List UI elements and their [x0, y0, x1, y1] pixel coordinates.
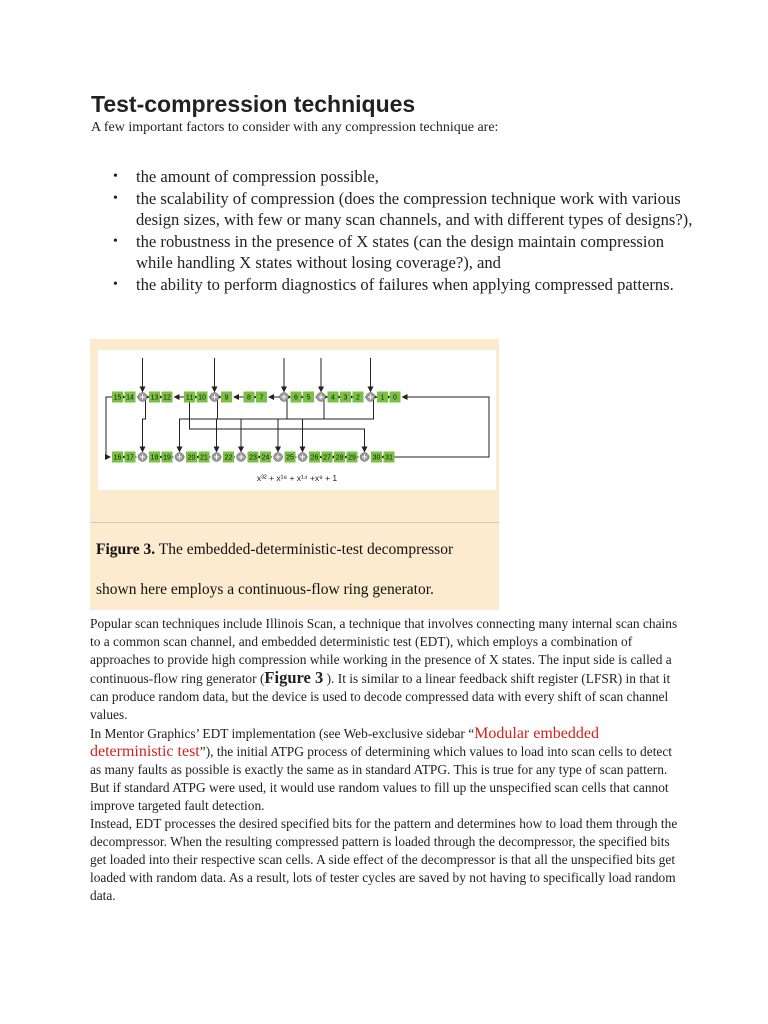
figure-reference: Figure 3 — [264, 668, 324, 688]
wire — [393, 394, 490, 457]
ring-generator-diagram — [98, 350, 496, 490]
cell-label: 26 — [310, 454, 319, 462]
paragraph-text: ”), the initial ATPG process of determining which values to load into scan cells to detect as many faults as possible is exactly the same as in standard ATPG. This is true for any type of scan pattern. But if standard ATPG were used, it would use random values to fill up the unspecified scan cells that cannot improve targeted fault detection. — [90, 743, 673, 813]
wire — [278, 399, 374, 452]
wire — [190, 403, 365, 452]
cell-label: 17 — [126, 454, 134, 462]
cell-label: 4 — [331, 394, 335, 402]
cell-label: 2 — [356, 394, 360, 402]
cell-label: 22 — [224, 454, 233, 462]
cell-label: 15 — [113, 394, 122, 402]
cell-label: 14 — [126, 394, 134, 402]
cell-label: 9 — [224, 394, 229, 402]
list-item: • the scalability of compression (does the compression technique work with various design sizes, with few or many scan channels, and with different types of designs?), — [136, 188, 696, 231]
cell-label: 18 — [150, 454, 159, 462]
cell-label: 21 — [200, 454, 208, 462]
list-item: • the robustness in the presence of X states (can the design maintain compression while handling X states without losing coverage?), and — [136, 231, 696, 274]
paragraph: Instead, EDT processes the desired specified bits for the pattern and determines how to load them through the decompressor. When the resulting compressed pattern is loaded through the decompressor, the specified bits get loaded into their respective scan cells. A side effect of the decompressor is that all the unspecified bits get loaded with random data. As a result, lots of tester cycles are saved by not having to specifically load random data. — [90, 816, 678, 904]
diagram-wires — [106, 358, 489, 457]
body-text — [90, 615, 680, 906]
cell-label: 28 — [335, 454, 344, 462]
cell-label: 10 — [198, 394, 206, 402]
cell-label: 24 — [261, 454, 270, 462]
cell-label: 23 — [249, 454, 257, 462]
cell-label: 1 — [380, 394, 385, 402]
list-item: • the amount of compression possible, — [136, 166, 696, 188]
cell-label: 25 — [286, 454, 294, 462]
caption-text: The embedded-deterministic-test decompressor shown here employs a continuous-flow ring generator. — [96, 541, 454, 598]
wire — [241, 399, 324, 452]
caption-divider — [90, 522, 499, 523]
cell-label: 6 — [294, 394, 298, 402]
caption-label: Figure 3. — [96, 541, 156, 558]
cell-label: 7 — [259, 394, 264, 402]
figure-3-panel — [90, 339, 499, 610]
cell-label: 13 — [150, 394, 159, 402]
cell-label: 31 — [385, 454, 393, 462]
wire — [106, 397, 112, 457]
cell-label: 12 — [163, 394, 171, 402]
cell-label: 0 — [393, 394, 397, 402]
factor-list — [136, 166, 696, 295]
cell-label: 20 — [187, 454, 196, 462]
paragraph — [90, 725, 680, 815]
sidebar-link[interactable]: Modular embedded deterministic test — [90, 724, 600, 760]
paragraph-text: Popular scan techniques include Illinois Scan, a technique that involves connecting many internal scan chains to a common scan channel, and embedded deterministic test (EDT), which employs a combination of approaches to provide high compression while working in the presence of X states. The input side is called a continuous-flow ring generator ( — [90, 616, 678, 687]
paragraph-text: ). It is similar to a linear feedback shift register (LFSR) in that it can produce random data, but the device is used to decode compressed data with every shift of scan channel values. — [90, 671, 671, 723]
figure-caption — [96, 530, 496, 610]
wire — [303, 399, 374, 452]
cell-label: 3 — [343, 394, 348, 402]
intro-text: A few important factors to consider with any compression technique are: — [91, 120, 499, 135]
cell-label: 16 — [113, 454, 122, 462]
cell-label: 29 — [348, 454, 356, 462]
polynomial-label: x³² + x¹⁸ + x¹⁴ +x⁹ + 1 — [256, 473, 338, 483]
wire — [217, 399, 288, 452]
diagram-cells — [112, 392, 401, 463]
cell-label: 30 — [372, 454, 381, 462]
cell-label: 27 — [323, 454, 331, 462]
cell-label: 5 — [306, 394, 311, 402]
wire — [180, 399, 218, 452]
wire — [143, 399, 146, 452]
cell-label: 11 — [185, 394, 194, 402]
paragraph — [90, 615, 680, 725]
page-title: Test-compression techniques — [91, 91, 416, 117]
paragraph-text: In Mentor Graphics’ EDT implementation (see Web-exclusive sidebar “ — [90, 725, 475, 741]
cell-label: 8 — [247, 394, 251, 402]
list-item: • the ability to perform diagnostics of failures when applying compressed patterns. — [136, 274, 696, 296]
cell-label: 19 — [163, 454, 171, 462]
